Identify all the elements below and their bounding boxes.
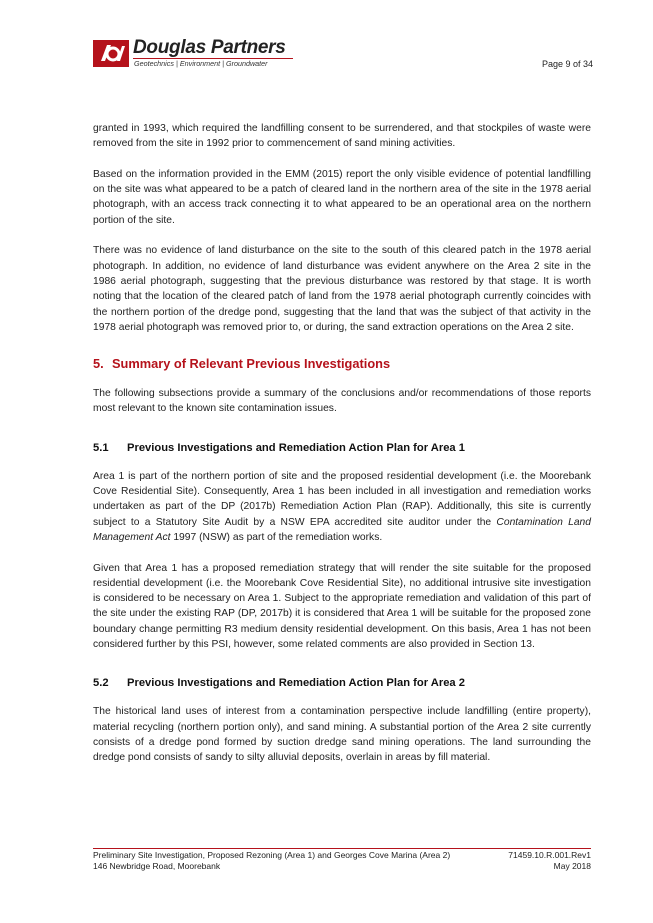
- section-number: 5.: [93, 356, 104, 372]
- footer-address: 146 Newbridge Road, Moorebank: [93, 860, 221, 871]
- subsection-number: 5.2: [93, 677, 109, 690]
- page-header: [93, 36, 593, 72]
- section-title: Summary of Relevant Previous Investigations: [112, 356, 391, 372]
- subsection-heading: [93, 676, 591, 691]
- subsection-heading: [93, 441, 591, 456]
- document-body: [93, 121, 591, 781]
- footer-report-title: Preliminary Site Investigation, Proposed Rezoning (Area 1) and Georges Cove Marina (Area 2): [93, 850, 451, 860]
- footer-report-number: 71459.10.R.001.Rev1: [508, 850, 591, 860]
- company-name: Douglas Partners: [133, 37, 286, 58]
- subsection-title: Previous Investigations and Remediation Action Plan for Area 1: [127, 441, 465, 454]
- paragraph: Based on the information provided in the EMM (2015) report the only visible evidence of potential landfilling on the site was what appeared to be a patch of cleared land in the northern area of the site in the 1978 aerial photograph, with an access track connecting it to what appeared to be an operational area on the northern portion of the site.: [93, 168, 591, 226]
- footer-date: May 2018: [553, 860, 591, 871]
- subsection-number: 5.1: [93, 441, 109, 454]
- paragraph: [93, 469, 591, 545]
- paragraph: The historical land uses of interest from a contamination perspective include landfilling (entire property), material recycling (northern portion only), and sand mining. A substantial portion of the Area 2 site currently consists of a dredge pond formed by suction dredge sand mining operations. The land surrounding the dredge pond consists of sandy to silty alluvial deposits, overlain in areas by fill material.: [93, 706, 591, 764]
- footer-divider: [93, 848, 591, 849]
- text-run: 1997 (NSW) as part of the remediation works.: [170, 531, 383, 543]
- act-title: Contamination Land Management Act: [93, 516, 591, 543]
- page-number: Page 9 of 34: [541, 59, 593, 69]
- douglas-partners-logo-icon: [93, 40, 129, 67]
- text-run: Area 1 is part of the northern portion of site and the proposed residential development (i.e. the Moorebank Cove Residential Site). Consequently, Area 1 has been included in all investigation and remediation works undertaken as part of the DP (2017b) Remediation Action Plan (RAP). Additionally, this site is currently subject to a Statutory Site Audit by a NSW EPA accredited site auditor under the: [93, 470, 591, 528]
- paragraph: The following subsections provide a summary of the conclusions and/or recommendations of those reports most relevant to the known site contamination issues.: [93, 388, 591, 415]
- company-tagline: Geotechnics | Environment | Groundwater: [134, 59, 268, 68]
- section-heading: [93, 356, 591, 372]
- paragraph: There was no evidence of land disturbance on the site to the south of this cleared patch in the 1978 aerial photograph. In addition, no evidence of land disturbance was evident anywhere on the Area 2 site in the 1986 aerial photograph, suggesting that the previous disturbance was restored by that stage. It is worth noting that the location of the cleared patch of land from the 1978 aerial photograph currently coincides with the northern portion of the dredge pond, suggesting that the land that was the subject of that activity in the 1978 aerial photograph was removed prior to, or during, the sand extraction operations on the Area 2 site.: [93, 245, 591, 333]
- paragraph: granted in 1993, which required the landfilling consent to be surrendered, and that stockpiles of waste were removed from the site in 1992 prior to commencement of sand mining activities.: [93, 123, 591, 150]
- subsection-title: Previous Investigations and Remediation Action Plan for Area 2: [127, 677, 465, 690]
- paragraph: Given that Area 1 has a proposed remediation strategy that will render the site suitable for the proposed residential development (i.e. the Moorebank Cove Residential Site), no additional intrusive site investigation is considered to be necessary on Area 1. Subject to the appropriate remediation and validation of this part of the site under the existing RAP (DP, 2017b) it is considered that Area 1 will be suitable for the proposed zone boundary change permitting R3 medium density residential development. On this basis, Area 1 has not been considered further by this PSI, however, some related comments are also provided in Section 13.: [93, 562, 591, 651]
